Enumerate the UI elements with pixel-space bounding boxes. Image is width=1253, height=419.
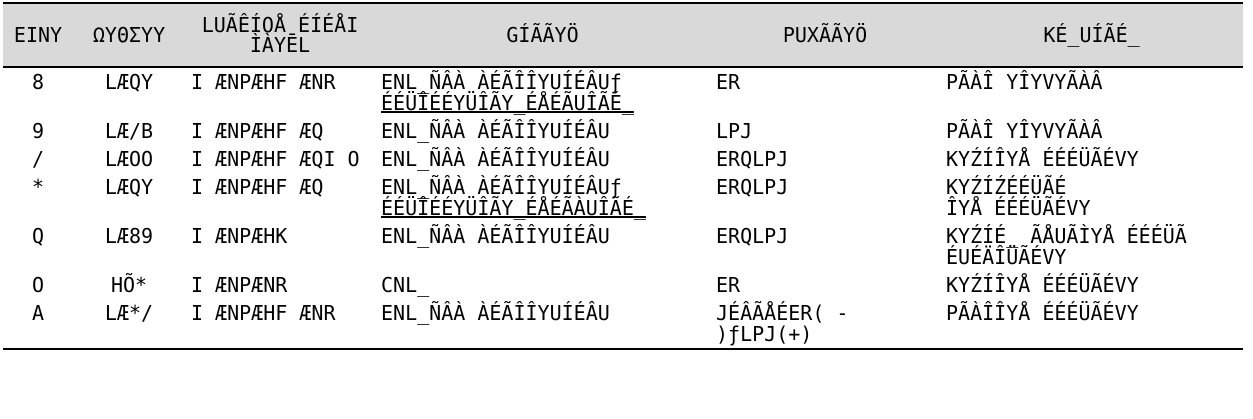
row-description-cell — [375, 222, 710, 271]
row-type-cell: JÉÂÃÅÉER( - )ƒLPJ(+) — [710, 299, 940, 349]
row-note-cell — [940, 299, 1243, 349]
row-number-cell: O — [31, 273, 45, 297]
description-line: ÉÉÜÎÉÉYÜÎÃY_ÉÅÉÃUÎÃÉ_ — [381, 91, 634, 115]
row-note-cell — [940, 117, 1243, 145]
row-id-cell: LÆQY — [104, 70, 154, 94]
row-code-cell: I ÆNPÆNR — [191, 273, 288, 297]
row-type-cell: ERQLPJ — [716, 175, 789, 199]
row-number-cell: * — [31, 175, 45, 199]
note-line: KYŹÍŹÉÉÜÃÉ — [946, 175, 1067, 199]
table-row — [3, 299, 1243, 349]
description-line: ENL_ÑÂÀ ÀÉÃÎÎYUÍÉÂU — [381, 224, 610, 248]
table-header-row — [3, 3, 1243, 67]
table-body — [3, 67, 1243, 349]
row-description-cell — [375, 145, 710, 173]
table-row — [3, 222, 1243, 271]
row-number-cell: Q — [31, 224, 45, 248]
note-line: PÃÀÎ YÎYVYÃÀÂ — [946, 119, 1103, 143]
column-header: ΩΥΘΣΥΥ — [73, 3, 185, 67]
row-code-cell: I ÆNPÆHF ÆNR — [191, 70, 336, 94]
table-row — [3, 67, 1243, 117]
row-description-cell — [375, 173, 710, 222]
row-code-cell: I ÆNPÆHF ÆQ — [191, 119, 324, 143]
column-header: PUXÃÃYÖ — [710, 3, 940, 67]
table-row — [3, 145, 1243, 173]
description-line: ENL_ÑÂÀ ÀÉÃÎÎYUÍÉÂU — [381, 301, 610, 325]
row-description-cell — [375, 271, 710, 299]
table-row — [3, 271, 1243, 299]
row-note-cell — [940, 271, 1243, 299]
column-header: GÍÃÃYÖ — [375, 3, 710, 67]
row-number-cell: 8 — [31, 70, 45, 94]
row-description-cell — [375, 299, 710, 349]
row-number-cell: / — [31, 147, 45, 171]
row-type-cell: LPJ — [716, 119, 753, 143]
description-line: ENL_ÑÂÀ ÀÉÃÎÎYUÍÉÂUƒ — [381, 175, 622, 199]
column-header: LUÃÊÍΟÅ ÉÍÉÅΙ ÌÀΥĒL — [185, 3, 375, 67]
column-header: KÉ_UÍÃÉ_ — [940, 3, 1243, 67]
row-type-cell: ERQLPJ — [716, 147, 789, 171]
description-line: ENL_ÑÂÀ ÀÉÃÎÎYUÍÉÂU — [381, 119, 610, 143]
row-description-cell — [375, 67, 710, 117]
note-line: KYŹÍÎYÅ ÉÉÉÜÃÉVY — [946, 273, 1139, 297]
note-line: ÉUÉÄÎÜÃÉVY — [946, 245, 1067, 269]
row-code-cell: I ÆNPÆHF ÆQI O — [191, 147, 360, 171]
row-note-cell — [940, 222, 1243, 271]
row-id-cell: LÆ89 — [104, 224, 154, 248]
row-type-cell: ER — [716, 273, 741, 297]
note-line: KYŹÍÎYÅ ÉÉÉÜÃÉVY — [946, 147, 1139, 171]
note-line: ÎYÅ ÉÉÉÜÃÉVY — [946, 196, 1091, 220]
note-line: KYŹÍÉ_ ÃÅUÃÌYÅ ÉÉÉÜÃ — [946, 224, 1187, 248]
row-code-cell: I ÆNPÆHF ÆQ — [191, 175, 324, 199]
description-line: CNL_ — [381, 273, 430, 297]
row-number-cell: 9 — [31, 119, 45, 143]
row-note-cell — [940, 145, 1243, 173]
description-line: ENL_ÑÂÀ ÀÉÃÎÎYUÍÉÂUƒ — [381, 70, 622, 94]
row-note-cell — [940, 173, 1243, 222]
data-table — [3, 2, 1243, 350]
table-row — [3, 173, 1243, 222]
row-description-cell — [375, 117, 710, 145]
row-id-cell: LÆOO — [104, 147, 154, 171]
column-header: ΕΙΝΥ — [3, 3, 73, 67]
table-row — [3, 117, 1243, 145]
note-line: PÃÀÎÎYÅ ÉÉÉÜÃÉVY — [946, 301, 1139, 325]
row-code-cell: I ÆNPÆHK — [191, 224, 288, 248]
description-line: ÉÉÜÎÉÉYÜÎÃY_ÉÅÉÃÀUÎÃÉ_ — [381, 196, 646, 220]
row-type-cell: ER — [716, 70, 741, 94]
row-type-cell: ERQLPJ — [716, 224, 789, 248]
row-id-cell: HÕ* — [110, 273, 148, 297]
description-line: ENL_ÑÂÀ ÀÉÃÎÎYUÍÉÂU — [381, 147, 610, 171]
row-note-cell — [940, 67, 1243, 117]
row-id-cell: LÆ/B — [104, 119, 154, 143]
row-id-cell: LÆQY — [104, 175, 154, 199]
row-number-cell: A — [3, 299, 73, 349]
row-id-cell: LÆ*/ — [73, 299, 185, 349]
note-line: PÃÀÎ YÎYVYÃÀÂ — [946, 70, 1103, 94]
row-code-cell: I ÆNPÆHF ÆNR — [185, 299, 375, 349]
